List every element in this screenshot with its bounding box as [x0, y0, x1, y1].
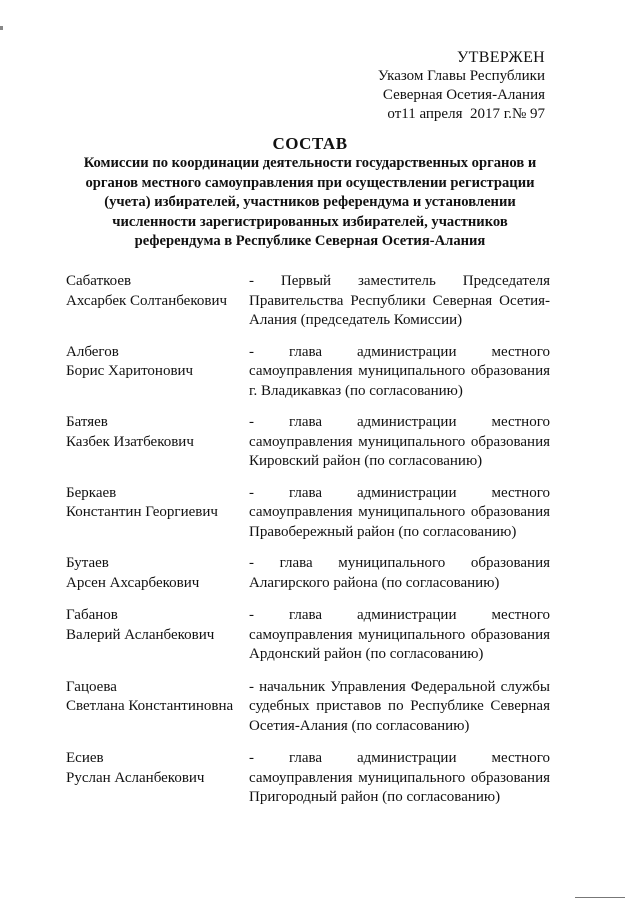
member-name: [66, 749, 249, 788]
member-surname: Беркаев: [66, 484, 117, 501]
approval-line-1: Указом Главы Республики: [377, 68, 545, 84]
member-position: - глава администрации местного самоуправления муниципального образования Кировский район (по согласованию): [249, 414, 550, 469]
member-position: - глава администрации местного самоуправления муниципального образования Правобережный район (по согласованию): [249, 484, 550, 540]
subtitle-line: численности зарегистрированных избирателей, участников: [112, 213, 508, 230]
member-surname: Албегов: [66, 343, 119, 360]
member-row: [66, 749, 550, 808]
scan-corner-mark: [575, 897, 625, 898]
member-name: [66, 272, 249, 311]
approval-line-2: Северная Осетия-Алания: [382, 87, 545, 103]
member-name: [66, 678, 249, 717]
subtitle-line: референдума в Республике Северная Осетия-Алания: [134, 233, 486, 249]
document-subtitle: [62, 154, 558, 252]
member-position: - глава администрации местного самоуправления муниципального образования Пригородный район (по согласованию): [249, 750, 550, 805]
member-row: [66, 343, 550, 402]
member-surname: Есиев: [66, 750, 104, 766]
approval-date-prefix: от: [387, 106, 402, 122]
approval-date: 11 апреля 2017 г.: [401, 106, 512, 122]
member-surname: Батяев: [66, 414, 108, 430]
subtitle-line: Комиссии по координации деятельности государственных органов и: [83, 155, 537, 171]
approval-title: УТВЕРЖЕН: [457, 49, 545, 66]
member-name: [66, 554, 249, 593]
member-surname: Сабаткоев: [66, 273, 132, 289]
member-position: - глава муниципального образования Алагирского района (по согласованию): [249, 555, 550, 591]
member-name: [66, 484, 249, 523]
member-given-names: Руслан Асланбекович: [66, 769, 205, 786]
approval-date-line: [330, 105, 545, 124]
member-surname: Гацоева: [66, 678, 117, 695]
member-row: [66, 272, 550, 331]
member-given-names: Ахсарбек Солтанбекович: [66, 292, 228, 309]
member-position: - начальник Управления Федеральной службы судебных приставов по Республике Северная Осетия-Алания (по согласованию): [249, 678, 550, 734]
member-position: - глава администрации местного самоуправления муниципального образования Ардонский район (по согласованию): [249, 607, 550, 662]
subtitle-line: органов местного самоуправления при осуществлении регистрации: [85, 174, 535, 191]
approval-block: [330, 48, 545, 124]
approval-number: № 97: [511, 106, 545, 122]
member-given-names: Борис Харитонович: [66, 363, 194, 379]
members-list: [66, 272, 550, 808]
member-given-names: Константин Георгиевич: [66, 504, 218, 520]
member-surname: Габанов: [66, 607, 118, 623]
member-name: [66, 606, 249, 645]
member-row: [66, 606, 550, 665]
member-row: [66, 413, 550, 472]
member-position: - глава администрации местного самоуправления муниципального образования г. Владикавказ (по согласованию): [249, 343, 550, 399]
member-name: [66, 413, 249, 452]
subtitle-line: (учета) избирателей, участников референдума и установлении: [104, 194, 516, 210]
document-title: СОСТАВ: [272, 134, 348, 153]
member-row: [66, 484, 550, 543]
scan-edge-mark: [0, 26, 3, 30]
member-row: [66, 678, 550, 737]
member-position: - Первый заместитель Председателя Правительства Республики Северная Осетия-Алания (председатель Комиссии): [249, 273, 550, 328]
member-given-names: Казбек Изатбекович: [66, 433, 194, 450]
member-name: [66, 343, 249, 382]
member-given-names: Арсен Ахсарбекович: [66, 574, 200, 591]
member-surname: Бутаев: [66, 555, 109, 571]
member-given-names: Светлана Константиновна: [66, 698, 234, 714]
member-given-names: Валерий Асланбекович: [66, 626, 215, 643]
member-row: [66, 554, 550, 593]
